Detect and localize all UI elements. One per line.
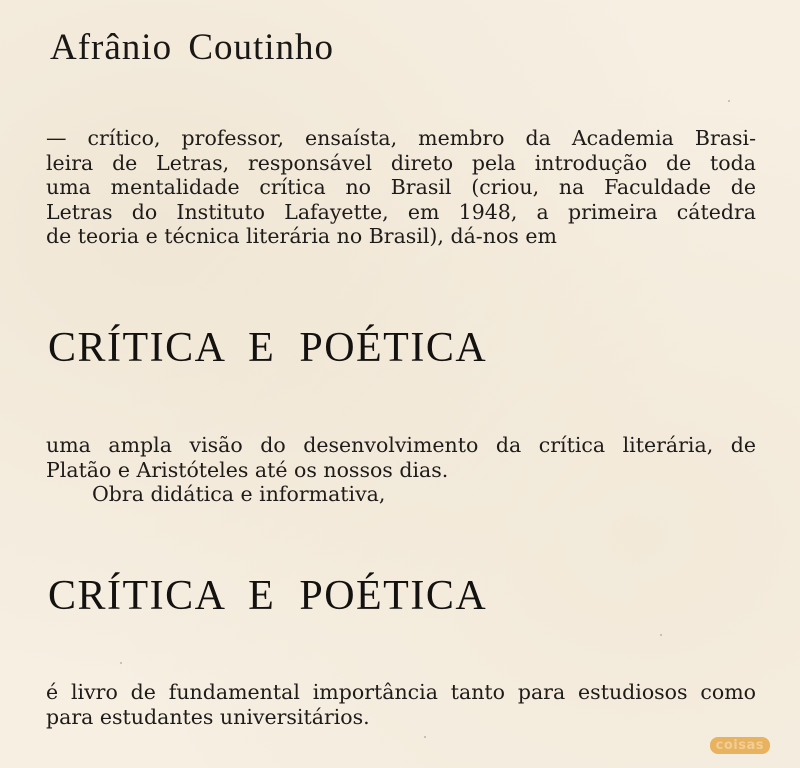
closing-line-2: para estudantes universitários. (46, 704, 370, 729)
intro-line-3: uma mentalidade crítica no Brasil (criou, na Faculdade de (46, 175, 756, 199)
intro-line-1: — crítico, professor, ensaísta, membro da Academia Brasi- (46, 126, 756, 150)
middle-line-2: Platão e Aristóteles até os nossos dias. (46, 457, 449, 482)
middle-line-3: Obra didática e informativa, (92, 482, 386, 506)
intro-line-4: Letras do Instituto Lafayette, em 1948, a primeira cátedra (46, 199, 756, 224)
intro-line-2: leira de Letras, responsável direto pela introdução de toda (46, 150, 756, 175)
book-title-1: CRÍTICA E POÉTICA (48, 325, 488, 371)
closing-paragraph (46, 680, 756, 729)
middle-line-1: uma ampla visão do desenvolvimento da crítica literária, de (46, 433, 756, 457)
intro-paragraph (46, 126, 756, 249)
paper-speck (728, 100, 730, 102)
paper-speck (424, 736, 426, 738)
paper-speck (660, 634, 662, 636)
middle-paragraph (46, 433, 756, 507)
intro-line-5: de teoria e técnica literária no Brasil), dá-nos em (46, 224, 557, 248)
book-title-2: CRÍTICA E POÉTICA (48, 573, 488, 619)
author-name: Afrânio Coutinho (50, 27, 335, 68)
paper-speck (120, 662, 122, 664)
closing-line-1: é livro de fundamental importância tanto para estudiosos como (46, 680, 756, 704)
watermark-logo: coisas (710, 737, 770, 754)
